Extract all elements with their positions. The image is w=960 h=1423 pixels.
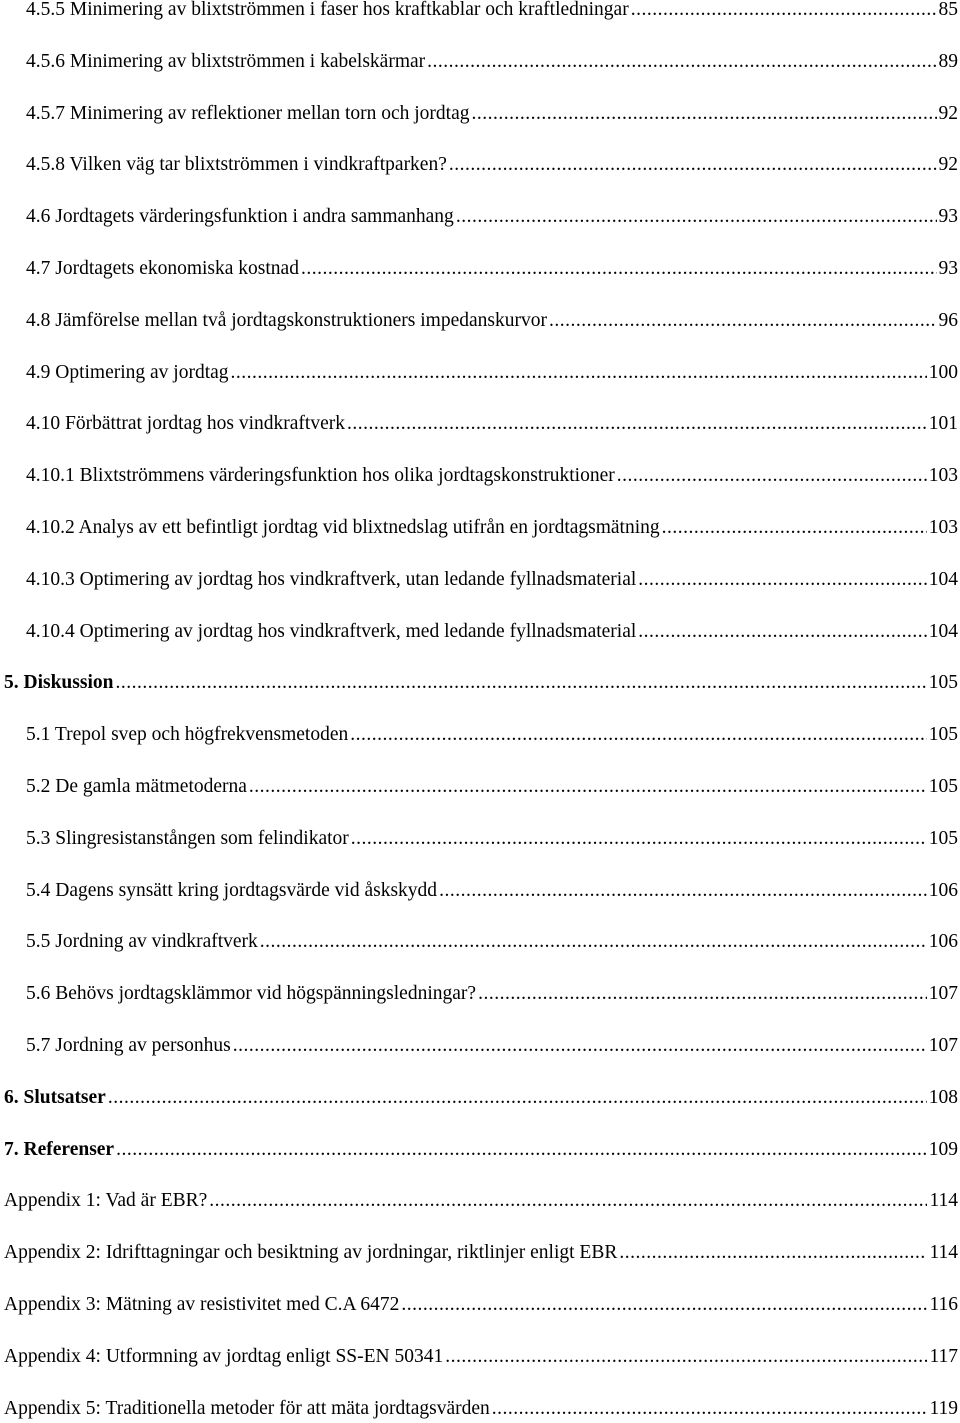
toc-entry[interactable] — [0, 1239, 960, 1267]
toc-entry-page: 114 — [929, 1190, 958, 1212]
toc-entry-page: 116 — [929, 1294, 958, 1315]
toc-entry-page: 114 — [929, 1242, 958, 1264]
toc-leader-dots — [350, 721, 927, 749]
toc-entry-title: 4.10.3 Optimering av jordtag hos vindkraftverk, utan ledande fyllnadsmaterial — [26, 568, 637, 590]
toc-entry[interactable] — [0, 877, 960, 905]
toc-entry-page: 103 — [928, 465, 958, 487]
toc-entry-title: 5. Diskussion — [4, 672, 114, 694]
toc-entry[interactable] — [0, 980, 960, 1008]
toc-row — [26, 928, 958, 956]
toc-entry-title: Appendix 4: Utformning av jordtag enligt SS-EN 50341 — [4, 1345, 444, 1367]
toc-leader-dots — [301, 255, 937, 283]
toc-entry-title: 6. Slutsatser — [4, 1086, 106, 1108]
toc-row — [4, 1395, 958, 1423]
toc-entry-page: 107 — [928, 1035, 958, 1056]
toc-entry-title: 4.10.4 Optimering av jordtag hos vindkraftverk, med ledande fyllnadsmaterial — [26, 620, 637, 642]
toc-entry-page: 105 — [928, 827, 958, 849]
toc-entry-title: 4.5.5 Minimering av blixtströmmen i faser hos kraftkablar och kraftledningar — [26, 0, 629, 20]
toc-row — [26, 307, 958, 335]
toc-leader-dots — [631, 0, 937, 24]
toc-entry-page: 104 — [928, 620, 958, 642]
toc-entry-page: 92 — [938, 102, 958, 124]
toc-leader-dots — [549, 307, 937, 335]
toc-leader-dots — [619, 1239, 927, 1267]
toc-entry-page: 119 — [929, 1397, 958, 1419]
toc-entry[interactable] — [0, 721, 960, 749]
toc-entry-page: 107 — [928, 983, 958, 1005]
toc-entry-title: 4.5.6 Minimering av blixtströmmen i kabelskärmar — [26, 50, 426, 72]
toc-entry[interactable] — [0, 1187, 960, 1215]
toc-leader-dots — [233, 1032, 927, 1060]
toc-row — [26, 1032, 958, 1060]
toc-entry[interactable] — [0, 255, 960, 283]
toc-leader-dots — [662, 514, 927, 542]
toc-entry-title: 5.1 Trepol svep och högfrekvensmetoden — [26, 724, 349, 746]
toc-leader-dots — [445, 1343, 927, 1371]
toc-entry-page: 106 — [928, 931, 958, 953]
toc-row — [26, 48, 958, 76]
toc-leader-dots — [478, 980, 927, 1008]
toc-entry-title: 4.10.2 Analys av ett befintligt jordtag vid blixtnedslag utifrån en jordtagsmätning — [26, 517, 660, 538]
toc-entry[interactable] — [0, 1032, 960, 1060]
toc-entry[interactable] — [0, 462, 960, 490]
toc-entry[interactable] — [0, 825, 960, 853]
toc-row — [4, 1239, 958, 1267]
toc-leader-dots — [492, 1395, 928, 1423]
toc-row — [26, 825, 958, 853]
toc-entry-title: 5.2 De gamla mätmetoderna — [26, 776, 247, 797]
toc-entry[interactable] — [0, 618, 960, 646]
toc-entry[interactable] — [0, 669, 960, 697]
toc-leader-dots — [351, 825, 927, 853]
toc-entry-page: 85 — [938, 0, 958, 20]
toc-entry-page: 103 — [928, 517, 958, 538]
toc-leader-dots — [617, 462, 927, 490]
toc-row — [26, 566, 958, 594]
toc-leader-dots — [260, 928, 927, 956]
toc-leader-dots — [108, 1084, 927, 1112]
toc-entry-title: Appendix 5: Traditionella metoder för att mäta jordtagsvärden — [4, 1397, 490, 1419]
toc-row — [26, 721, 958, 749]
toc-row — [26, 151, 958, 179]
toc-entry-title: Appendix 3: Mätning av resistivitet med C.A 6472 — [4, 1294, 400, 1315]
toc-row — [4, 1136, 958, 1164]
toc-entry-page: 104 — [928, 568, 958, 590]
toc-entry[interactable] — [0, 773, 960, 801]
toc-entry-title: 5.3 Slingresistanstången som felindikator — [26, 827, 349, 849]
toc-row — [26, 462, 958, 490]
toc-entry-page: 93 — [938, 206, 958, 228]
toc-row — [4, 1291, 958, 1319]
toc-row — [26, 514, 958, 542]
toc-leader-dots — [347, 410, 927, 438]
toc-leader-dots — [456, 203, 937, 231]
toc-entry-page: 96 — [938, 309, 958, 331]
toc-entry-page: 108 — [928, 1086, 958, 1108]
toc-row — [26, 773, 958, 801]
toc-entry[interactable] — [0, 1291, 960, 1319]
toc-entry-title: 4.6 Jordtagets värderingsfunktion i andra sammanhang — [26, 206, 454, 228]
toc-row — [26, 877, 958, 905]
toc-row — [26, 359, 958, 387]
toc-entry-page: 117 — [929, 1345, 958, 1367]
toc-entry[interactable] — [0, 514, 960, 542]
toc-entry[interactable] — [0, 410, 960, 438]
toc-entry[interactable] — [0, 1343, 960, 1371]
toc-entry-title: 5.5 Jordning av vindkraftverk — [26, 931, 258, 953]
toc-entry-title: 4.10 Förbättrat jordtag hos vindkraftverk — [26, 413, 345, 435]
toc-row — [26, 255, 958, 283]
toc-row — [4, 1343, 958, 1371]
toc-leader-dots — [427, 48, 936, 76]
toc-entry-page: 89 — [938, 50, 958, 72]
toc-leader-dots — [209, 1187, 927, 1215]
toc-entry-page: 105 — [928, 672, 958, 694]
toc-entry-title: Appendix 2: Idrifttagningar och besiktning av jordningar, riktlinjer enligt EBR — [4, 1242, 618, 1264]
toc-entry-title: 4.8 Jämförelse mellan två jordtagskonstruktioners impedanskurvor — [26, 309, 547, 331]
toc-row — [26, 0, 958, 24]
toc-entry[interactable] — [0, 928, 960, 956]
toc-row — [26, 203, 958, 231]
toc-entry[interactable] — [0, 203, 960, 231]
toc-entry[interactable] — [0, 1084, 960, 1112]
toc-leader-dots — [449, 151, 937, 179]
toc-entry[interactable] — [0, 100, 960, 128]
toc-entry[interactable] — [0, 1136, 960, 1164]
toc-entry-page: 101 — [928, 413, 958, 435]
toc-leader-dots — [116, 1136, 927, 1164]
toc-entry[interactable] — [0, 48, 960, 76]
toc-row — [4, 1084, 958, 1112]
toc-entry-page: 92 — [938, 154, 958, 176]
toc-entry-title: 5.7 Jordning av personhus — [26, 1035, 231, 1056]
toc-row — [26, 618, 958, 646]
toc-entry[interactable] — [0, 151, 960, 179]
toc-entry-title: 4.5.7 Minimering av reflektioner mellan torn och jordtag — [26, 102, 470, 124]
toc-entry[interactable] — [0, 1395, 960, 1423]
toc-entry-title: 4.9 Optimering av jordtag — [26, 361, 229, 383]
toc-entry[interactable] — [0, 566, 960, 594]
toc-row — [26, 980, 958, 1008]
toc-leader-dots — [638, 566, 926, 594]
toc-leader-dots — [638, 618, 926, 646]
toc-row — [26, 410, 958, 438]
toc-entry-page: 106 — [928, 879, 958, 901]
toc-entry-page: 105 — [928, 724, 958, 746]
toc-entry-page: 100 — [928, 361, 958, 383]
toc-leader-dots — [439, 877, 927, 905]
toc-entry-title: 5.6 Behövs jordtagsklämmor vid högspänningsledningar? — [26, 983, 477, 1005]
toc-entry-page: 93 — [938, 258, 958, 279]
toc-entry-title: Appendix 1: Vad är EBR? — [4, 1190, 208, 1212]
toc-leader-dots — [472, 100, 937, 128]
toc-leader-dots — [401, 1291, 927, 1319]
toc-leader-dots — [249, 773, 927, 801]
toc-entry[interactable] — [0, 359, 960, 387]
toc-entry[interactable] — [0, 307, 960, 335]
toc-entry-title: 4.10.1 Blixtströmmens värderingsfunktion hos olika jordtagskonstruktioner — [26, 465, 615, 487]
toc-entry-title: 4.5.8 Vilken väg tar blixtströmmen i vindkraftparken? — [26, 154, 447, 176]
toc-entry-page: 109 — [928, 1138, 958, 1160]
toc-row — [4, 1187, 958, 1215]
toc-entry[interactable] — [0, 0, 960, 24]
toc-entry-title: 7. Referenser — [4, 1138, 115, 1160]
toc-leader-dots — [231, 359, 927, 387]
toc-entry-title: 4.7 Jordtagets ekonomiska kostnad — [26, 258, 299, 279]
toc-entry-title: 5.4 Dagens synsätt kring jordtagsvärde vid åskskydd — [26, 879, 438, 901]
toc-row — [4, 669, 958, 697]
toc-entry-page: 105 — [928, 776, 958, 797]
toc-leader-dots — [115, 669, 926, 697]
toc-row — [26, 100, 958, 128]
